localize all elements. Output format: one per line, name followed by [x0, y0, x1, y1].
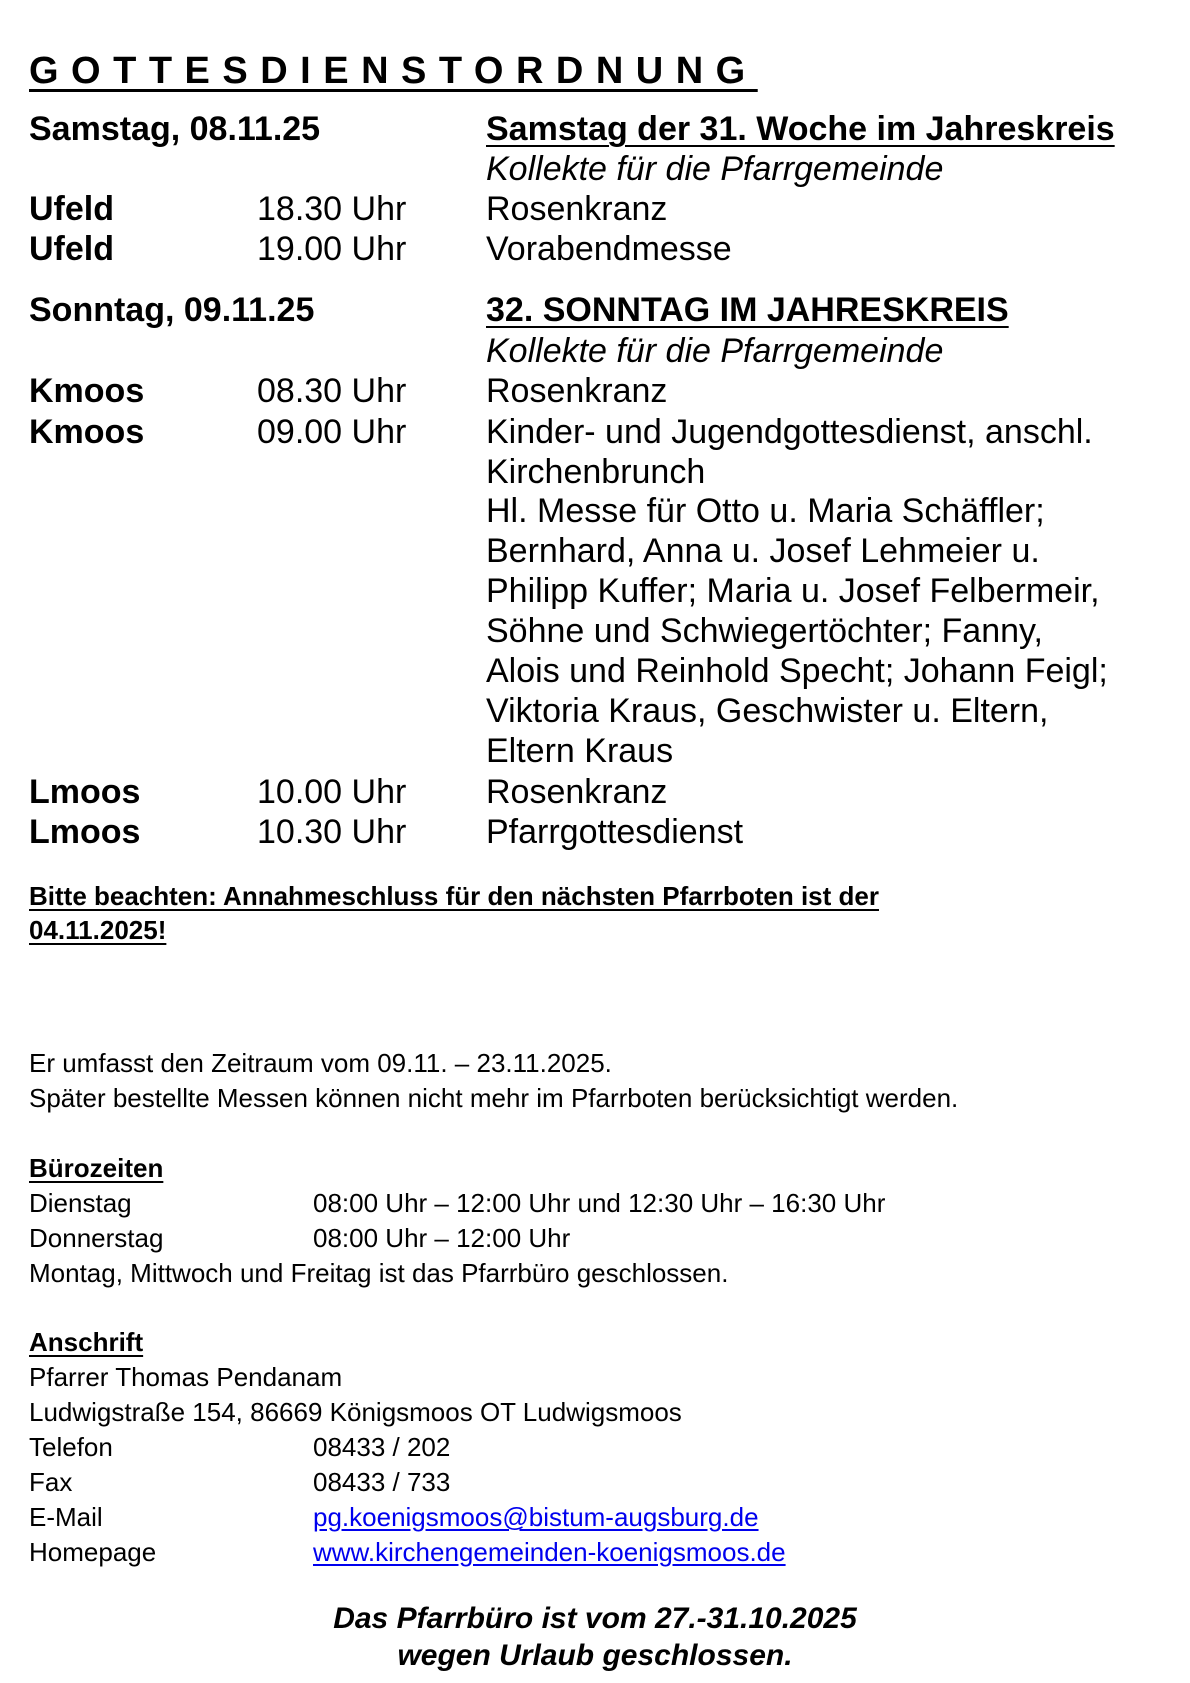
phone-label: Telefon	[29, 1432, 113, 1462]
entry-event-continuation: Alois und Reinhold Specht; Johann Feigl;	[486, 652, 1108, 690]
office-closed-text: Montag, Mittwoch und Freitag ist das Pfarrbüro geschlossen.	[29, 1258, 729, 1288]
homepage-label: Homepage	[29, 1537, 157, 1567]
entry-place: Kmoos	[29, 413, 145, 451]
entry-place: Lmoos	[29, 813, 141, 851]
office-hours-day: Donnerstag	[29, 1223, 164, 1253]
entry-event: Pfarrgottesdienst	[486, 813, 744, 851]
fax-label: Fax	[29, 1467, 73, 1497]
saturday-kollekte: Kollekte für die Pfarrgemeinde	[486, 150, 944, 188]
address-heading: Anschrift	[29, 1327, 144, 1357]
sunday-kollekte: Kollekte für die Pfarrgemeinde	[486, 332, 944, 370]
office-hours-heading: Bürozeiten	[29, 1153, 164, 1183]
entry-event-continuation: Philipp Kuffer; Maria u. Josef Felbermeir,	[486, 572, 1100, 610]
entry-time: 10.30 Uhr	[257, 813, 407, 851]
entry-time: 10.00 Uhr	[257, 773, 407, 811]
entry-place: Ufeld	[29, 190, 114, 228]
entry-event-continuation: Viktoria Kraus, Geschwister u. Eltern,	[486, 692, 1049, 730]
footer-vacation-line2: wegen Urlaub geschlossen.	[397, 1639, 793, 1672]
entry-time: 18.30 Uhr	[257, 190, 407, 228]
notice-deadline-line2: 04.11.2025!	[29, 915, 167, 945]
entry-time: 08.30 Uhr	[257, 372, 407, 410]
address-name: Pfarrer Thomas Pendanam	[29, 1362, 343, 1392]
entry-event: Rosenkranz	[486, 372, 668, 410]
address-street: Ludwigstraße 154, 86669 Königsmoos OT Ludwigsmoos	[29, 1397, 682, 1427]
footer-vacation-line1: Das Pfarrbüro ist vom 27.-31.10.2025	[333, 1602, 857, 1635]
sunday-heading: 32. SONNTAG IM JAHRESKREIS	[486, 291, 1009, 329]
entry-time: 09.00 Uhr	[257, 413, 407, 451]
saturday-date: Samstag, 08.11.25	[29, 110, 321, 148]
entry-event-continuation: Söhne und Schwiegertöchter; Fanny,	[486, 612, 1043, 650]
email-link[interactable]: pg.koenigsmoos@bistum-augsburg.de	[313, 1502, 759, 1532]
page-title: GOTTESDIENSTORDNUNG	[29, 50, 758, 92]
notice-deadline-line1: Bitte beachten: Annahmeschluss für den nächsten Pfarrboten ist der	[29, 881, 879, 911]
office-hours-day: Dienstag	[29, 1188, 132, 1218]
entry-time: 19.00 Uhr	[257, 230, 407, 268]
entry-place: Lmoos	[29, 773, 141, 811]
homepage-link[interactable]: www.kirchengemeinden-koenigsmoos.de	[313, 1537, 786, 1567]
fax-value: 08433 / 733	[313, 1467, 451, 1497]
entry-event: Vorabendmesse	[486, 230, 732, 268]
office-hours-time: 08:00 Uhr – 12:00 Uhr und 12:30 Uhr – 16:30 Uhr	[313, 1188, 886, 1218]
entry-place: Ufeld	[29, 230, 114, 268]
notice-period-text: Er umfasst den Zeitraum vom 09.11. – 23.11.2025.	[29, 1048, 612, 1078]
entry-event: Rosenkranz	[486, 773, 668, 811]
phone-value: 08433 / 202	[313, 1432, 451, 1462]
entry-event-continuation: Eltern Kraus	[486, 732, 674, 770]
entry-event-continuation: Hl. Messe für Otto u. Maria Schäffler;	[486, 492, 1045, 530]
entry-place: Kmoos	[29, 372, 145, 410]
saturday-heading: Samstag der 31. Woche im Jahreskreis	[486, 110, 1115, 148]
notice-late-text: Später bestellte Messen können nicht mehr im Pfarrboten berücksichtigt werden.	[29, 1083, 959, 1113]
entry-event-continuation: Bernhard, Anna u. Josef Lehmeier u.	[486, 532, 1040, 570]
entry-event: Rosenkranz	[486, 190, 668, 228]
entry-event: Kinder- und Jugendgottesdienst, anschl.	[486, 413, 1093, 451]
email-label: E-Mail	[29, 1502, 103, 1532]
entry-event-continuation: Kirchenbrunch	[486, 453, 706, 491]
office-hours-time: 08:00 Uhr – 12:00 Uhr	[313, 1223, 571, 1253]
sunday-date: Sonntag, 09.11.25	[29, 291, 315, 329]
